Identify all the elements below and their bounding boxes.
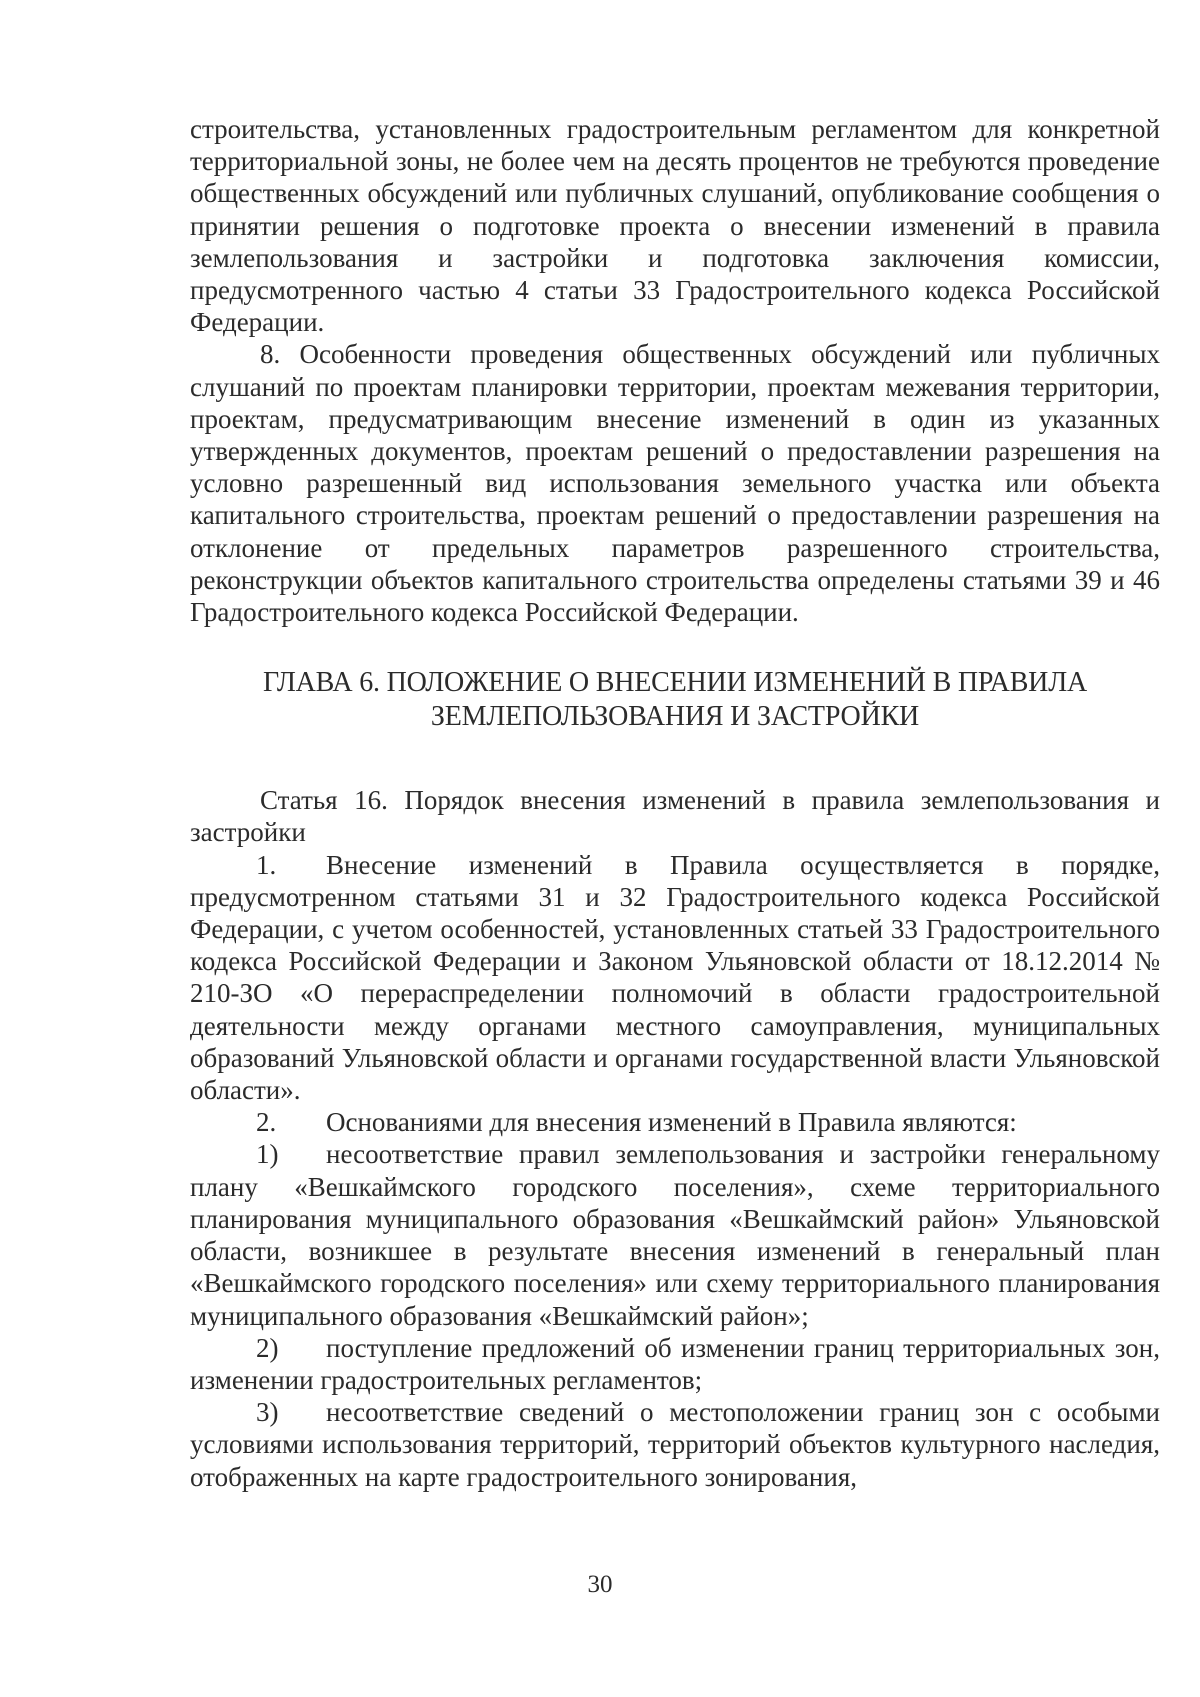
subitem-1-number: 1)	[256, 1139, 279, 1170]
chapter-title	[190, 666, 1160, 734]
chapter-title-line-1: ГЛАВА 6. ПОЛОЖЕНИЕ О ВНЕСЕНИИ ИЗМЕНЕНИЙ В ПРАВИЛА	[262, 667, 1088, 699]
subitem-3-text: несоответствие сведений о местоположении границ зон с особыми условиями использования территорий, территорий объектов культурного наследия, отображенных на карте градостроительного зонирования,	[190, 1397, 1160, 1492]
item-2-text: Основаниями для внесения изменений в Правила являются:	[326, 1107, 1017, 1138]
document-page	[190, 113, 1160, 1493]
item-2-number: 2.	[256, 1107, 277, 1138]
page-number: 30	[587, 1571, 613, 1598]
paragraph-continuation: строительства, установленных градостроительным регламентом для конкретной территориальной зоны, не более чем на десять процентов не требуются проведение общественных обсуждений или публичных слушаний, опубликование сообщения о принятии решения о подготовке проекта о внесении изменений в правила землепользования и застройки и подготовка заключения комиссии, предусмотренного частью 4 статьи 33 Градостроительного кодекса Российской Федерации.	[190, 114, 1160, 338]
item-1-text: Внесение изменений в Правила осуществляется в порядке, предусмотренном статьями 31 и 32 Градостроительного кодекса Российской Федерации, с учетом особенностей, установленных статьей 33 Градостроительного кодекса Российской Федерации и Законом Ульяновской области от 18.12.2014 № 210-ЗО «О перераспределении полномочий в области градостроительной деятельности между органами местного самоуправления, муниципальных образований Ульяновской области и органами государственной власти Ульяновской области».	[190, 849, 1160, 1106]
subitem-3	[190, 1396, 1160, 1493]
paragraph-8: 8. Особенности проведения общественных обсуждений или публичных слушаний по проектам планировки территории, проектам межевания территории, проектам, предусматривающим внесение изменений в один из указанных утвержденных документов, проектам решений о предоставлении разрешения на условно разрешенный вид использования земельного участка или объекта капитального строительства, проектам решений о предоставлении разрешения на отклонение от предельных параметров разрешенного строительства, реконструкции объектов капитального строительства определены статьями 39 и 46 Градостроительного кодекса Российской Федерации.	[190, 339, 1160, 628]
chapter-title-line-2: ЗЕМЛЕПОЛЬЗОВАНИЯ И ЗАСТРОЙКИ	[430, 701, 920, 733]
item-1-number: 1.	[256, 849, 277, 880]
item-1	[190, 849, 1160, 1107]
article-title: Статья 16. Порядок внесения изменений в правила землепользования и застройки	[190, 785, 1160, 848]
subitem-2-text: поступление предложений об изменении границ территориальных зон, изменении градостроительных регламентов;	[190, 1332, 1160, 1395]
subitem-1-text: несоответствие правил землепользования и застройки генеральному плану «Вешкаймского городского поселения», схеме территориального планирования муниципального образования «Вешкаймский район» Ульяновской области, возникшее в результате внесения изменений в генеральный план «Вешкаймского городского поселения» или схему территориального планирования муниципального образования «Вешкаймский район»;	[190, 1139, 1160, 1331]
subitem-1	[190, 1138, 1160, 1331]
subitem-2	[190, 1332, 1160, 1396]
subitem-3-number: 3)	[256, 1397, 279, 1428]
item-2	[190, 1106, 1160, 1138]
subitem-2-number: 2)	[256, 1332, 279, 1363]
